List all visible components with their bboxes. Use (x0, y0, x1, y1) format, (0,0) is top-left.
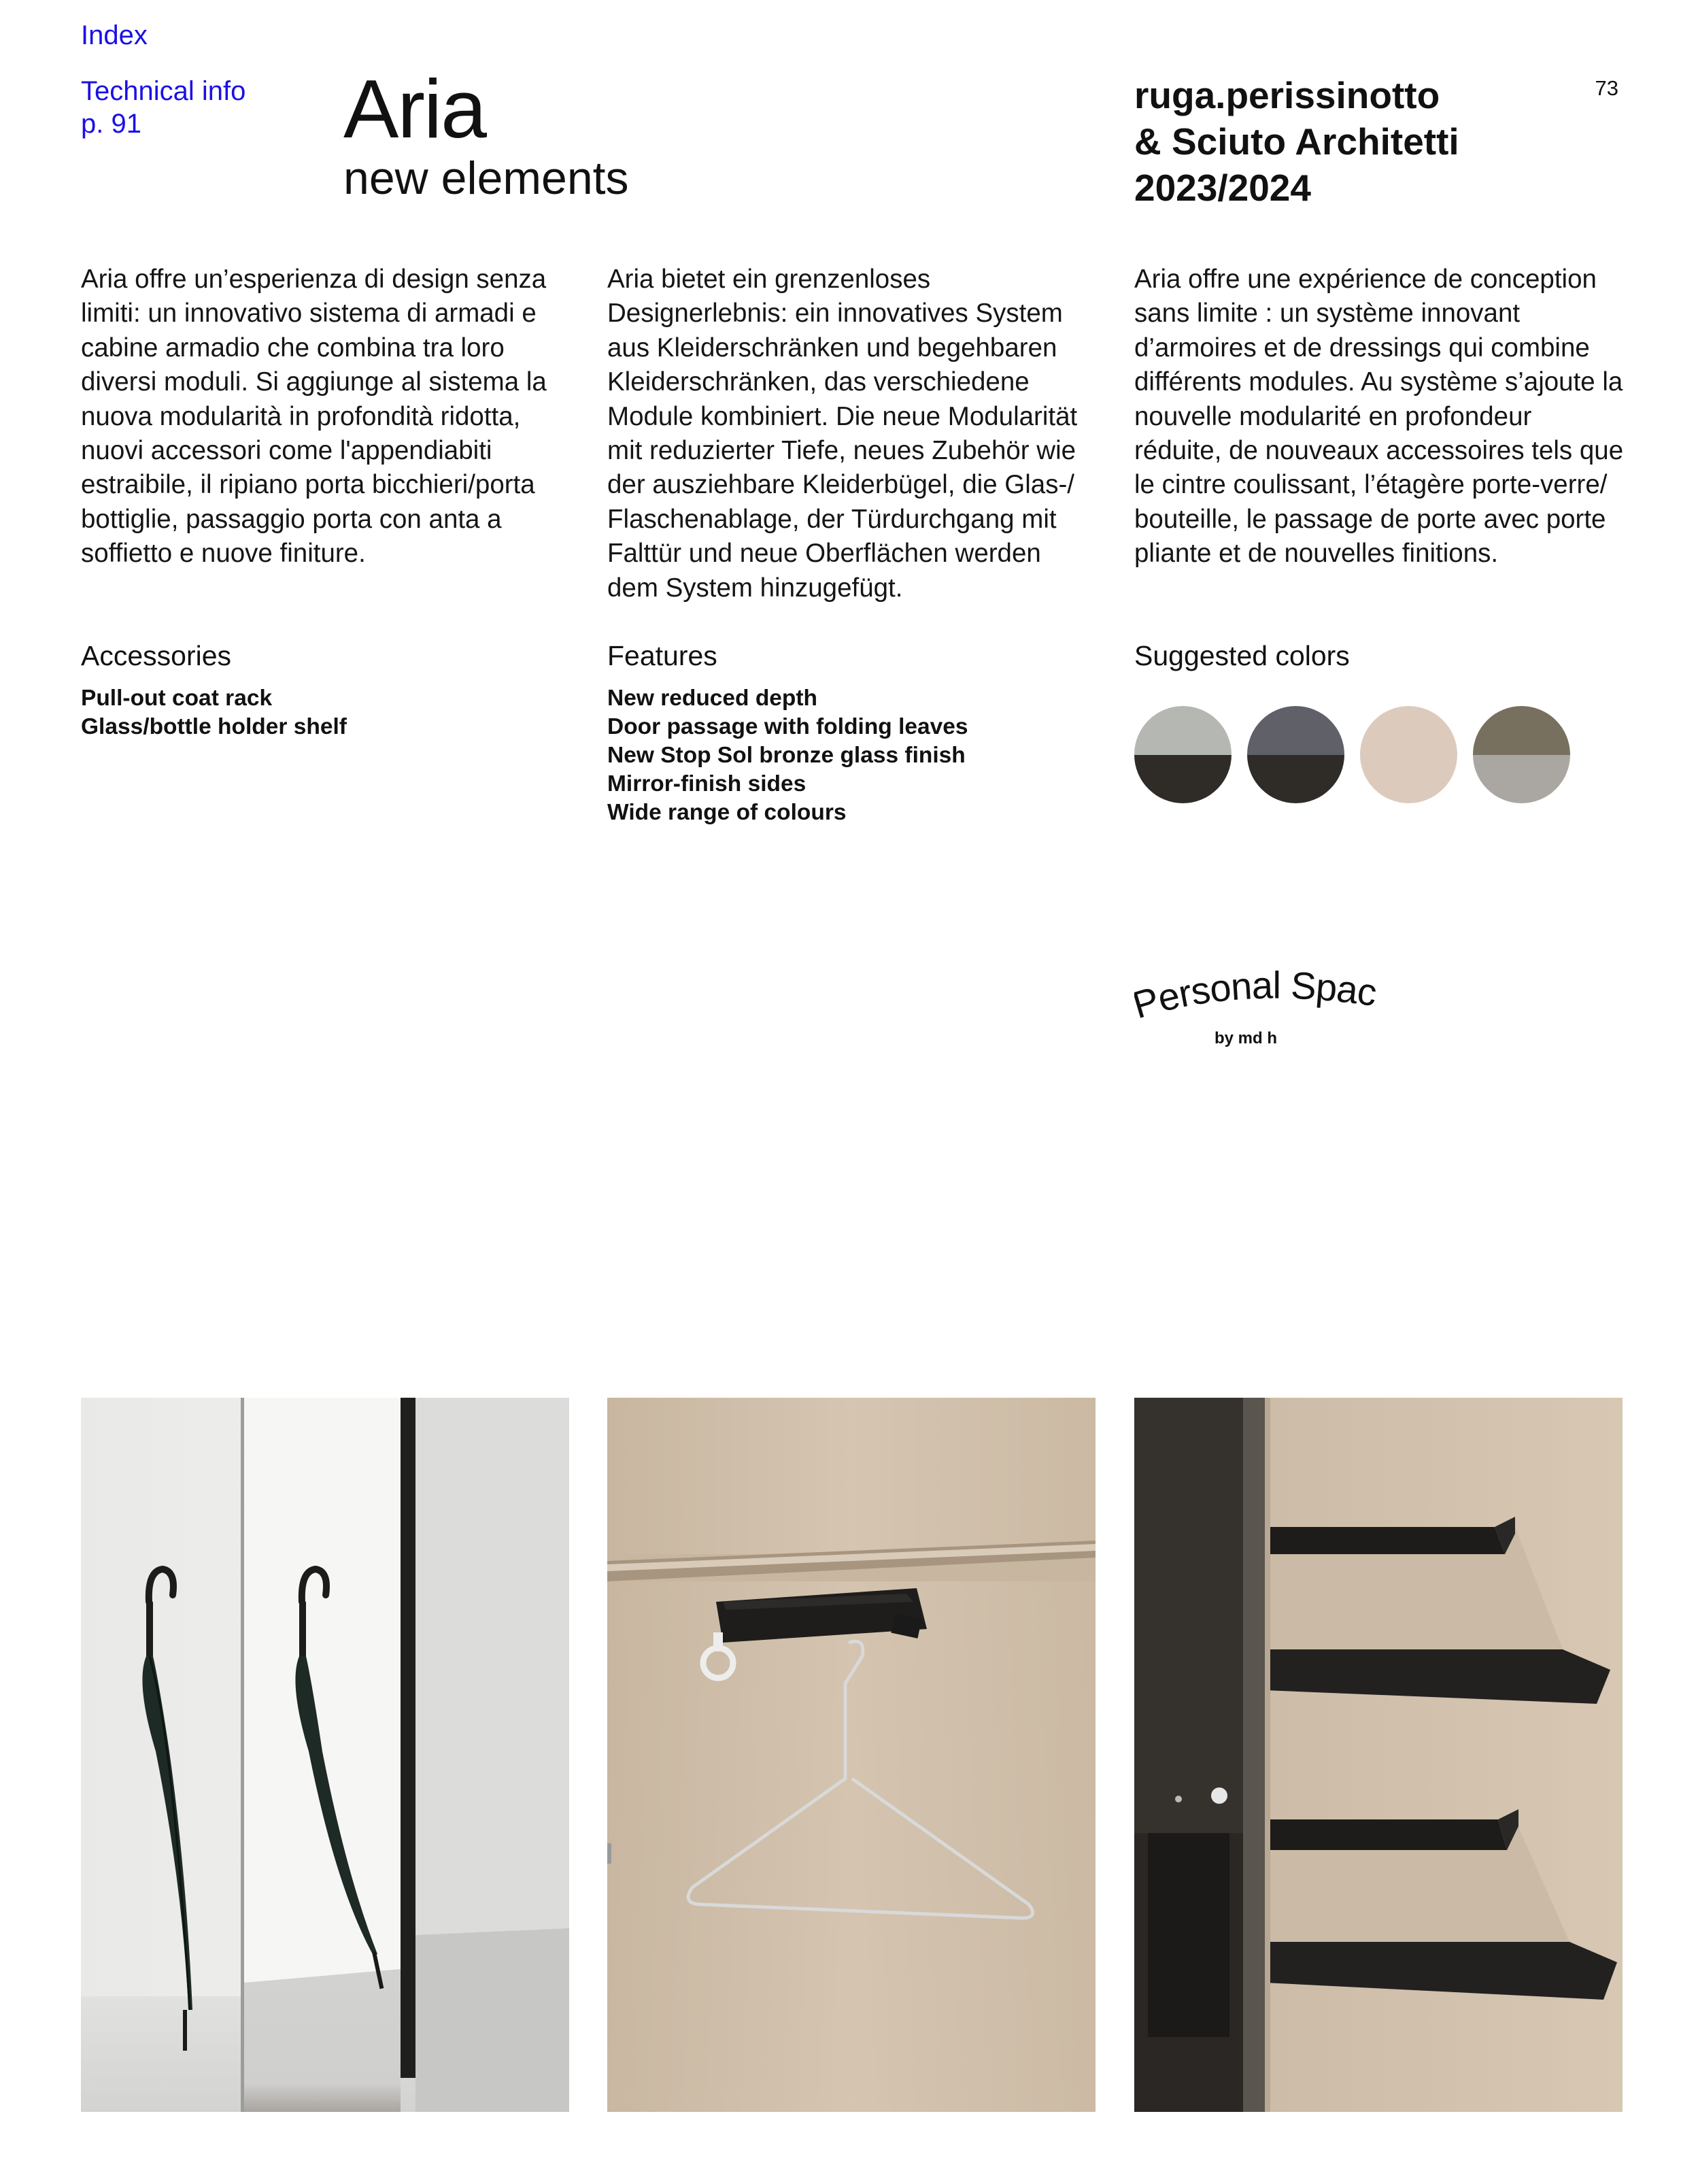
swatch-bottom (1473, 755, 1570, 804)
list-item: Wide range of colours (607, 800, 847, 825)
list-item: Mirror-finish sides (607, 771, 806, 796)
swatch-top (1247, 706, 1344, 755)
swatch-top (1473, 706, 1570, 755)
photo-umbrella-mirror (81, 1398, 569, 2112)
page-title: Aria (343, 63, 486, 155)
technical-info-page[interactable]: p. 91 (81, 109, 141, 139)
list-item: Glass/bottle holder shelf (81, 714, 347, 739)
list-item: Pull-out coat rack (81, 686, 273, 711)
designer-line: ruga.perissinotto (1134, 74, 1440, 116)
list-item: New Stop Sol bronze glass finish (607, 743, 966, 768)
index-link[interactable]: Index (81, 20, 148, 50)
swatch-bottom (1247, 755, 1344, 804)
photo-bottle-holder-shelf (1134, 1398, 1623, 2112)
technical-info-label[interactable]: Technical info (81, 76, 246, 106)
swatch-bottom (1360, 755, 1457, 804)
accessories-list (81, 684, 347, 741)
color-swatches (1134, 706, 1597, 805)
design-years: 2023/2024 (1134, 167, 1311, 209)
page-subtitle: new elements (343, 152, 629, 204)
photo-pull-out-coat-rack (607, 1398, 1096, 2112)
technical-info-link[interactable] (81, 75, 299, 140)
color-swatch (1134, 706, 1232, 803)
swatch-bottom (1134, 755, 1232, 804)
colors-heading: Suggested colors (1134, 640, 1350, 671)
accessories-heading: Accessories (81, 640, 232, 671)
intro-german: Aria bietet ein grenzenloses Designerlebnis: ein innovatives System aus Kleiderschränken und begehbaren Kleiderschränken, das verschiedene Module kombiniert. Die neue Modularität mit reduzierter Tiefe, neues Zubehör wie der ausziehbare Kleiderbügel, die Glas-/ Flaschenablage, der Türdurchgang mit Falttür und neue Oberflächen werden dem System hinzugefügt. (607, 265, 1078, 603)
swatch-top (1134, 706, 1232, 755)
page-number: 73 (1595, 76, 1618, 100)
color-swatch (1247, 706, 1344, 803)
color-swatch (1473, 706, 1570, 803)
features-heading: Features (607, 640, 717, 671)
designer-line: & Sciuto Architetti (1134, 120, 1459, 163)
color-swatch (1360, 706, 1457, 803)
list-item: Door passage with folding leaves (607, 714, 968, 739)
features-list (607, 684, 968, 827)
logo-wordmark: ersonal Spac (1153, 963, 1379, 1020)
swatch-top (1360, 706, 1457, 755)
personal-spaces-logo (1134, 959, 1379, 1054)
intro-italian: Aria offre un’esperienza di design senza limiti: un innovativo sistema di armadi e cabine armadio che combina tra loro diversi moduli. Si aggiunge al sistema la nuova modularità in profondità ridotta, nuovi accessori come l'appendiabiti estraibile, il ripiano porta bicchieri/porta bottiglie, passaggio porta con anta a soffietto e nuove finiture. (81, 265, 547, 569)
logo-byline: by md h (1215, 1029, 1278, 1047)
intro-french: Aria offre une expérience de conception sans limite : un système innovant d’armoires et de dressings qui combine différents modules. Au système s’ajoute la nouvelle modularité en profondeur réduite, de nouveaux accessoires tels que le cintre coulissant, l’étagère porte-verre/ bouteille, le passage de porte avec porte pliante et de nouvelles finitions. (1134, 265, 1624, 569)
designers-credit (1134, 72, 1556, 211)
list-item: New reduced depth (607, 686, 817, 711)
logo-wordmark-icon (1134, 959, 1379, 1054)
